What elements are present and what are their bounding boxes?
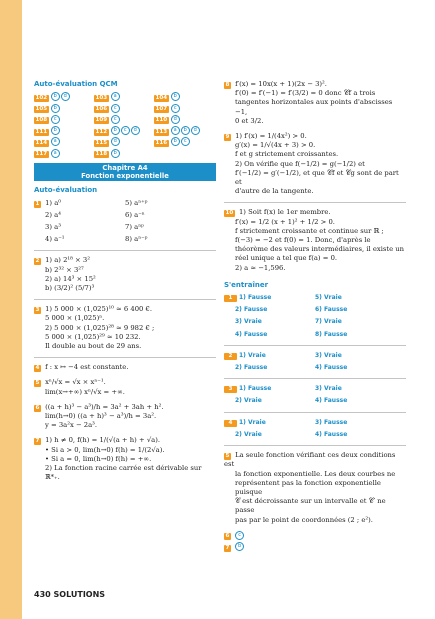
se-ex5: [224, 451, 406, 525]
ex9-line-0: 1) f′(x) = 1/(4x²) > 0.: [235, 132, 307, 141]
se-ex2: [224, 351, 406, 372]
qcm-item: [94, 137, 154, 147]
answer-circle: c: [235, 531, 244, 540]
ex1-right-0: 5) aⁿ⁺ᵖ: [125, 198, 148, 207]
se2-b1: 4) Fausse: [315, 364, 348, 372]
qcm-number: 102: [35, 94, 48, 101]
divider: [34, 250, 216, 251]
se3-b0: 3) Vraie: [315, 385, 342, 393]
se1-b0: 5) Vraie: [315, 294, 342, 302]
right-column: [224, 80, 406, 558]
ex9-line-3: 2) On vérifie que f(−1/2) = g(−1/2) et: [235, 159, 365, 168]
answer-circle: d: [171, 115, 180, 124]
ex1-left-1: 2) a⁴: [45, 210, 61, 219]
se3-a1: 2) Vraie: [235, 397, 262, 405]
answer-circle: d: [61, 92, 70, 101]
answer-circle: b: [171, 92, 180, 101]
se3-b1: 4) Fausse: [315, 397, 348, 405]
autoeval-title: Auto-évaluation: [34, 186, 98, 195]
ex10-line-0: 1) Soit f(x) le 1er membre.: [238, 208, 331, 217]
ex8-line-1: f′(0) = f′(−1) = f′(3/2) = 0 donc 𝒞f a trois: [235, 89, 376, 98]
qcm-item: [154, 126, 214, 136]
se2-b0: 3) Vraie: [315, 351, 342, 359]
qcm-item: [154, 92, 214, 102]
qcm-number: 114: [35, 139, 48, 146]
se5-line-4: pas par le point de coordonnées (2 ; e²).: [235, 515, 373, 524]
answer-circle: d: [191, 126, 200, 135]
qcm-grid: [34, 92, 216, 158]
ex10-line-1: f′(x) = 1/2 (x + 1)² + 1/2 > 0.: [235, 217, 335, 226]
se4-b1: 4) Fausse: [315, 430, 348, 438]
exercise-number: 7: [225, 544, 230, 551]
ex10-line-2: f strictement croissante et continue sur ℝ ;: [235, 226, 384, 235]
qcm-item: [94, 149, 154, 159]
ex3-line-4: Il double au bout de 29 ans.: [45, 342, 142, 351]
se1-a0: 1) Fausse: [239, 294, 272, 302]
divider: [224, 345, 406, 346]
ex6-line-1: lim(h→0) ((a + h)³ − a³)/h = 3a².: [45, 412, 157, 421]
se1-b3: 8) Fausse: [315, 330, 348, 338]
ex9-line-5: d'autre de la tangente.: [235, 187, 314, 196]
se5-line-1: la fonction exponentielle. Les deux courbes ne: [235, 469, 396, 478]
ex1-left-2: 3) a³: [45, 223, 61, 231]
exercise-number: 4: [224, 420, 237, 427]
ex10-line-3: f(−3) = −2 et f(0) = 1. Donc, d'après le: [235, 236, 371, 245]
answer-circle: d: [131, 126, 140, 135]
qcm-item: [94, 126, 154, 136]
ex8-line-3: 0 et 3/2.: [235, 116, 264, 125]
qcm-item: [94, 104, 154, 114]
ex10-line-5: réel unique a tel que f(a) = 0.: [235, 254, 338, 263]
exercise-number: 3: [224, 386, 237, 393]
se-ex7: [224, 542, 406, 552]
divider: [224, 445, 406, 446]
side-stripe: [0, 0, 22, 619]
qcm-number: 103: [95, 94, 108, 101]
qcm-number: 117: [35, 151, 48, 158]
ex6-line-2: y = 3a²x − 2a³.: [45, 421, 98, 430]
ex8-line-2: tangentes horizontales aux points d'abscisses −1,: [235, 98, 393, 116]
qcm-item: [154, 104, 214, 114]
answer-circle: c: [171, 104, 180, 113]
exercise-9: [224, 132, 406, 196]
ex2-line-2: 2) a) 14³ × 15²: [45, 274, 96, 283]
answer-circle: b: [51, 104, 60, 113]
qcm-number: 108: [35, 117, 48, 124]
qcm-number: 113: [155, 128, 168, 135]
se3-a0: 1) Fausse: [239, 385, 272, 393]
qcm-number: 106: [95, 106, 108, 112]
exercise-6: [34, 403, 216, 431]
ex2-line-1: b) 2³² × 3²⁷: [45, 265, 84, 274]
answer-circle: c: [51, 115, 60, 124]
se2-a1: 2) Fausse: [235, 364, 268, 372]
ex1-right-1: 6) a⁻ⁿ: [125, 210, 145, 219]
qcm-number: 111: [35, 128, 48, 135]
ex3-line-3: 5 000 × (1,025)²⁹ ≈ 10 232.: [45, 332, 141, 341]
qcm-item: [34, 137, 94, 147]
qcm-title: Auto-évaluation QCM: [34, 80, 118, 88]
qcm-number: 115: [95, 139, 108, 146]
exercise-number: 9: [225, 134, 230, 141]
ex2-line-3: b) (3/2)² (5/7)³: [45, 284, 95, 293]
qcm-item: [34, 149, 94, 159]
se5-line-0: La seule fonction vérifiant ces deux conditions est: [224, 451, 396, 469]
answer-circle: a: [111, 92, 120, 101]
answer-circle: d: [111, 137, 120, 146]
qcm-number: 109: [95, 117, 108, 124]
footer-label: SOLUTIONS: [53, 590, 106, 599]
divider: [34, 357, 216, 358]
page-number: 430: [34, 590, 51, 599]
qcm-item: [34, 126, 94, 136]
exercise-number: 5: [35, 380, 40, 387]
ex5-line-0: xⁿ/√x = √x × xⁿ⁻¹.: [45, 378, 106, 387]
divider: [224, 378, 406, 379]
se5-line-3: 𝒞 est décroissante sur un intervalle et 𝒞′ ne passe: [235, 497, 386, 515]
answer-circle: b: [171, 137, 180, 146]
ex3-line-2: 2) 5 000 × (1,025)²⁸ ≈ 9 982 € ;: [45, 323, 155, 332]
chapter-title: Fonction exponentielle: [81, 172, 169, 181]
exercise-7: [34, 436, 216, 482]
exercise-number: 8: [225, 82, 230, 88]
se-ex4: [224, 418, 406, 439]
exercise-number: 1: [35, 200, 40, 207]
answer-circle: a: [51, 137, 60, 146]
answer-circle: b: [235, 542, 244, 551]
exercise-number: 6: [35, 404, 40, 411]
qcm-item: [94, 115, 154, 125]
ex2-line-0: 1) a) 2¹⁸ × 3²: [45, 256, 90, 265]
se1-a1: 2) Fausse: [235, 306, 268, 314]
ex5-line-1: lim(x→+∞) xⁿ/√x = +∞.: [45, 387, 125, 396]
ex7-line-2: • Si a = 0, lim(h→0) f(h) = +∞.: [45, 454, 152, 463]
qcm-number: 112: [95, 128, 108, 135]
se5-line-2: représentent pas la fonction exponentielle puisque: [235, 478, 381, 496]
se1-a3: 4) Fausse: [235, 330, 268, 338]
qcm-number: 105: [35, 106, 48, 112]
answer-circle: c: [111, 104, 120, 113]
se1-b2: 7) Vraie: [315, 318, 342, 326]
ex7-line-3: 2) La fonction racine carrée est dérivable sur ℝ*₊.: [45, 464, 202, 482]
exercise-2: [34, 256, 216, 293]
qcm-number: 104: [155, 94, 168, 101]
ex1-right-3: 8) aⁿ⁻ᵖ: [125, 235, 148, 244]
sentrainer-title: S'entraîner: [224, 280, 269, 289]
ex1-right-2: 7) aⁿᵖ: [125, 223, 144, 231]
ex3-line-0: 1) 5 000 × (1,025)¹⁰ ≈ 6 400 €.: [45, 305, 153, 314]
se4-a1: 2) Vraie: [235, 430, 262, 438]
answer-circle: c: [121, 126, 130, 135]
ex9-line-1: g′(x) = 1/√(4x + 3) > 0.: [235, 141, 316, 150]
exercise-5: [34, 378, 216, 396]
se4-b0: 3) Fausse: [315, 418, 348, 426]
ex6-line-0: ((a + h)³ − a³)/h = 3a² + 3ah + h².: [45, 402, 164, 411]
answer-circle: b: [111, 126, 120, 135]
exercise-number: 10: [225, 210, 234, 217]
divider: [224, 412, 406, 413]
exercise-number: 3: [35, 307, 40, 314]
divider: [34, 299, 216, 300]
qcm-item: [94, 92, 154, 102]
se4-a0: 1) Vraie: [239, 418, 266, 426]
ex10-line-4: théorème des valeurs intermédiaires, il existe un: [235, 245, 405, 254]
answer-circle: a: [171, 126, 180, 135]
qcm-number: 118: [95, 151, 108, 158]
qcm-item: [154, 137, 214, 147]
exercise-number: 1: [224, 295, 237, 302]
exercise-number: 5: [225, 453, 230, 460]
exercise-number: 7: [35, 438, 40, 445]
qcm-item: [34, 92, 94, 102]
ex9-line-4: f′(−1/2) = g′(−1/2), et que 𝒞f et 𝒞g sont de part et: [235, 168, 399, 187]
exercise-4: [34, 363, 216, 372]
exercise-10: [224, 208, 406, 272]
ex9-line-2: f et g strictement croissantes.: [235, 150, 339, 159]
answer-circle: b: [51, 126, 60, 135]
page-footer: [34, 590, 105, 599]
se1-b1: 6) Fausse: [315, 306, 348, 314]
se-ex3: [224, 384, 406, 405]
exercise-3: [34, 305, 216, 351]
se1-a2: 3) Vraie: [235, 318, 262, 326]
se-ex6: [224, 531, 406, 541]
exercise-1: [34, 199, 216, 245]
answer-circle: b: [181, 126, 190, 135]
exercise-number: 4: [35, 365, 40, 372]
answer-circle: b: [111, 149, 120, 158]
exercise-number: 2: [35, 258, 40, 265]
chapter-number: Chapitre A4: [102, 164, 148, 173]
exercise-8: [224, 80, 406, 126]
ex3-line-1: 5 000 × (1,025)ⁿ.: [45, 314, 105, 323]
se-ex1: [224, 293, 406, 339]
ex1-left-0: 1) a⁰: [45, 198, 61, 207]
ex10-line-6: 2) a ≈ −1,596.: [235, 263, 286, 272]
ex1-left-3: 4) a⁻¹: [45, 235, 65, 244]
page: [28, 0, 435, 619]
chapter-banner: [34, 163, 216, 181]
ex7-line-1: • Si a > 0, lim(h→0) f(h) = 1/(2√a).: [45, 445, 165, 454]
se2-a0: 1) Vraie: [239, 351, 266, 359]
ex7-line-0: 1) h ≠ 0, f(h) = 1/(√(a + h) + √a).: [45, 436, 161, 445]
answer-circle: a: [51, 149, 60, 158]
answer-circle: c: [111, 115, 120, 124]
ex4-text: f : x ↦ −4 est constante.: [45, 363, 129, 372]
exercise-number: 6: [225, 533, 230, 540]
divider: [224, 202, 406, 203]
qcm-item: [154, 115, 214, 125]
qcm-item: [34, 104, 94, 114]
left-column: [34, 80, 216, 488]
qcm-number: 116: [155, 139, 168, 146]
qcm-number: 110: [155, 117, 168, 124]
ex8-line-0: f′(x) = 10x(x + 1)(2x − 3)².: [235, 80, 327, 88]
answer-circle: c: [181, 137, 190, 146]
qcm-item: [34, 115, 94, 125]
answer-circle: b: [51, 92, 60, 101]
qcm-number: 107: [155, 106, 168, 112]
exercise-number: 2: [224, 353, 237, 360]
